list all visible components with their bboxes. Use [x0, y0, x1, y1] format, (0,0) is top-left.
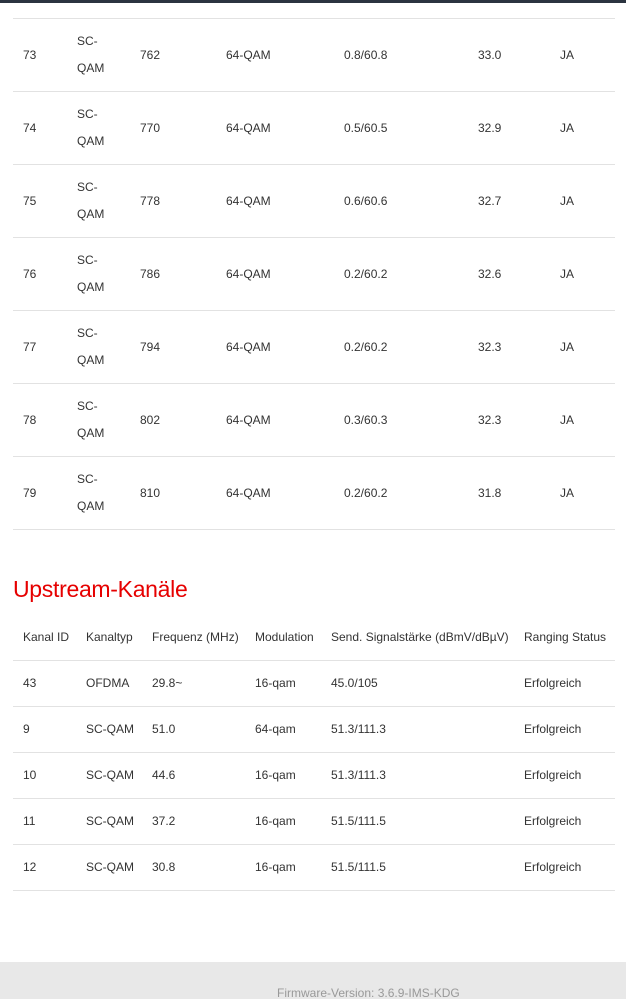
- table-row: [13, 457, 615, 530]
- channel-id: 76: [23, 267, 37, 281]
- channel-power: 0.2/60.2: [344, 267, 388, 281]
- channel-send-power: 51.5/111.5: [331, 814, 386, 828]
- channel-snr: 32.9: [478, 121, 502, 135]
- channel-id: 74: [23, 121, 37, 135]
- channel-modulation: 16-qam: [255, 814, 296, 828]
- header-frequenz: Frequenz (MHz): [152, 630, 239, 644]
- channel-type: SC-QAM: [77, 326, 105, 367]
- table-row: [13, 19, 615, 92]
- channel-ranging-status: Erfolgreich: [524, 722, 582, 736]
- channel-modulation: 64-QAM: [226, 340, 271, 354]
- channel-modulation: 64-QAM: [226, 121, 271, 135]
- channel-snr: 32.7: [478, 194, 502, 208]
- channel-frequency: 29.8~: [152, 676, 183, 690]
- top-bar: [0, 0, 626, 3]
- channel-snr: 33.0: [478, 48, 502, 62]
- channel-id: 73: [23, 48, 37, 62]
- channel-type: SC-QAM: [86, 768, 134, 782]
- channel-modulation: 64-QAM: [226, 48, 271, 62]
- channel-frequency: 810: [140, 486, 161, 500]
- channel-id: 77: [23, 340, 37, 354]
- channel-locked: JA: [560, 267, 575, 281]
- channel-type: SC-QAM: [77, 253, 105, 294]
- channel-frequency: 778: [140, 194, 161, 208]
- header-modulation: Modulation: [255, 630, 314, 644]
- channel-snr: 32.3: [478, 340, 502, 354]
- channel-snr: 32.3: [478, 413, 502, 427]
- header-ranging-status: Ranging Status: [524, 630, 607, 644]
- channel-power: 0.2/60.2: [344, 340, 388, 354]
- channel-locked: JA: [560, 48, 575, 62]
- channel-type: SC-QAM: [77, 107, 105, 148]
- channel-frequency: 37.2: [152, 814, 176, 828]
- table-row: [13, 311, 615, 384]
- channel-frequency: 770: [140, 121, 161, 135]
- channel-snr: 32.6: [478, 267, 502, 281]
- channel-frequency: 30.8: [152, 860, 176, 874]
- table-header-row: [13, 614, 615, 661]
- table-row: [13, 661, 615, 707]
- channel-id: 75: [23, 194, 37, 208]
- table-row: [13, 92, 615, 165]
- channel-modulation: 16-qam: [255, 860, 296, 874]
- channel-ranging-status: Erfolgreich: [524, 768, 582, 782]
- table-row: [13, 799, 615, 845]
- channel-type: OFDMA: [86, 676, 130, 690]
- header-kanal-id: Kanal ID: [23, 630, 70, 644]
- channel-frequency: 786: [140, 267, 161, 281]
- channel-send-power: 51.5/111.5: [331, 860, 386, 874]
- downstream-table: [13, 18, 615, 530]
- channel-ranging-status: Erfolgreich: [524, 860, 582, 874]
- channel-id: 79: [23, 486, 37, 500]
- channel-id: 11: [23, 814, 36, 828]
- channel-locked: JA: [560, 413, 575, 427]
- channel-id: 9: [23, 722, 30, 736]
- channel-modulation: 16-qam: [255, 676, 296, 690]
- channel-locked: JA: [560, 121, 575, 135]
- channel-type: SC-QAM: [77, 399, 105, 440]
- upstream-section-title: Upstream-Kanäle: [13, 576, 188, 602]
- upstream-table: [13, 614, 615, 891]
- channel-power: 0.2/60.2: [344, 486, 388, 500]
- channel-power: 0.5/60.5: [344, 121, 388, 135]
- channel-modulation: 64-QAM: [226, 194, 271, 208]
- table-row: [13, 707, 615, 753]
- table-row: [13, 753, 615, 799]
- channel-modulation: 64-QAM: [226, 486, 271, 500]
- channel-frequency: 762: [140, 48, 161, 62]
- table-row: [13, 238, 615, 311]
- header-send-signal: Send. Signalstärke (dBmV/dBµV): [331, 630, 509, 644]
- channel-type: SC-QAM: [77, 34, 105, 75]
- table-row: [13, 165, 615, 238]
- channel-type: SC-QAM: [77, 472, 105, 513]
- channel-frequency: 794: [140, 340, 161, 354]
- channel-ranging-status: Erfolgreich: [524, 676, 582, 690]
- channel-power: 0.6/60.6: [344, 194, 388, 208]
- channel-frequency: 44.6: [152, 768, 176, 782]
- channel-locked: JA: [560, 486, 575, 500]
- channel-locked: JA: [560, 340, 575, 354]
- channel-send-power: 45.0/105: [331, 676, 378, 690]
- channel-id: 10: [23, 768, 37, 782]
- channel-power: 0.3/60.3: [344, 413, 388, 427]
- firmware-version: Firmware-Version: 3.6.9-IMS-KDG: [277, 986, 460, 1000]
- channel-modulation: 64-QAM: [226, 267, 271, 281]
- channel-type: SC-QAM: [86, 814, 134, 828]
- table-row: [13, 384, 615, 457]
- footer: [0, 962, 626, 999]
- channel-modulation: 16-qam: [255, 768, 296, 782]
- header-kanaltyp: Kanaltyp: [86, 630, 133, 644]
- channel-id: 12: [23, 860, 37, 874]
- channel-modulation: 64-QAM: [226, 413, 271, 427]
- channel-ranging-status: Erfolgreich: [524, 814, 582, 828]
- channel-send-power: 51.3/111.3: [331, 722, 386, 736]
- channel-locked: JA: [560, 194, 575, 208]
- channel-id: 78: [23, 413, 37, 427]
- channel-type: SC-QAM: [86, 722, 134, 736]
- channel-type: SC-QAM: [86, 860, 134, 874]
- channel-snr: 31.8: [478, 486, 502, 500]
- channel-send-power: 51.3/111.3: [331, 768, 386, 782]
- channel-type: SC-QAM: [77, 180, 105, 221]
- channel-id: 43: [23, 676, 37, 690]
- channel-frequency: 51.0: [152, 722, 176, 736]
- channel-power: 0.8/60.8: [344, 48, 388, 62]
- table-row: [13, 845, 615, 891]
- channel-modulation: 64-qam: [255, 722, 296, 736]
- channel-frequency: 802: [140, 413, 161, 427]
